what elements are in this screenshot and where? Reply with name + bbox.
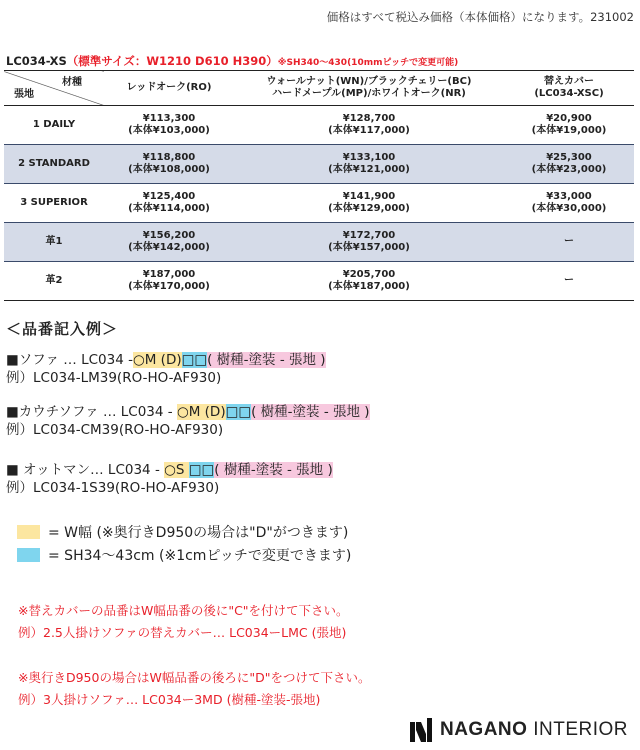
table-header-row [4,71,634,106]
header-wn-bc: ウォールナット(WN)/ブラックチェリー(BC) [266,76,472,87]
table-row [4,145,634,184]
price-cell: ¥133,100 (本体¥121,000) [234,145,504,184]
product-title [6,53,458,69]
header-cover [504,71,634,106]
legend-width: = W幅 (※奥行きD950の場合は"D"がつきます) [17,522,348,542]
price-cell: ¥113,300 (本体¥103,000) [104,106,234,145]
corner-material-label: 材種 [62,77,82,88]
price-cell: ¥141,900 (本体¥129,000) [234,184,504,223]
price-cell: ¥20,900 (本体¥19,000) [504,106,634,145]
grade-cell: 革1 [4,223,104,262]
example-couch-sofa: ■カウチソファ … LC034 - ○M (D)□□( 樹種-塗装 - 張地 ) 例）LC034-CM39(RO-HO-AF930) [6,404,370,438]
header-cover-code: (LC034-XSC) [534,88,604,99]
legend-seat-height: = SH34～43cm (※1cmピッチで変更できます) [17,545,351,565]
nagano-interior-logo [410,718,628,742]
example-ottoman-code: 例）LC034-1S39(RO-HO-AF930) [6,480,220,496]
price-cell: ー [504,223,634,262]
price-cell: ¥125,400 (本体¥114,000) [104,184,234,223]
logo-mark-icon [410,718,432,742]
price-cell: ¥205,700 (本体¥187,000) [234,262,504,301]
example-couch-code: 例）LC034-CM39(RO-HO-AF930) [6,422,224,438]
table-row [4,223,634,262]
price-cell: ¥172,700 (本体¥157,000) [234,223,504,262]
logo-text: NAGANO INTERIOR [439,719,628,740]
header-cover-label: 替えカバー [544,76,594,87]
price-table [4,70,634,301]
price-note: 価格はすべて税込み価格（本体価格）になります。231002 [326,10,634,24]
model-code: LC034-XS [6,54,67,68]
header-red-oak: レッドオーク(RO) [104,71,234,106]
price-cell: ¥25,300 (本体¥23,000) [504,145,634,184]
price-cell: ー [504,262,634,301]
price-cell: ¥187,000 (本体¥170,000) [104,262,234,301]
header-other-woods [234,71,504,106]
corner-cell [4,71,104,106]
table-row [4,184,634,223]
price-cell: ¥118,800 (本体¥108,000) [104,145,234,184]
example-sofa-code: 例）LC034-LM39(RO-HO-AF930) [6,370,222,386]
header-mp-nr: ハードメープル(MP)/ホワイトオーク(NR) [272,88,466,99]
price-cell: ¥128,700 (本体¥117,000) [234,106,504,145]
price-cell: ¥33,000 (本体¥30,000) [504,184,634,223]
example-ottoman: ■ オットマン… LC034 - ○S □□( 樹種-塗装 - 張地 ) 例）LC034-1S39(RO-HO-AF930) [6,462,333,496]
blue-swatch [17,548,40,562]
price-cell: ¥156,200 (本体¥142,000) [104,223,234,262]
cover-note: ※替えカバーの品番はW幅品番の後に"C"を付けて下さい。 例）2.5人掛けソファの替えカバー… LC034ーLMC (張地) [18,603,349,640]
table-row [4,106,634,145]
grade-cell: 3 SUPERIOR [4,184,104,223]
seat-height-note: ※SH340～430(10mmピッチで変更可能) [277,58,459,68]
corner-fabric-label: 張地 [14,89,34,100]
grade-cell: 2 STANDARD [4,145,104,184]
depth-note: ※奥行きD950の場合はW幅品番の後ろに"D"をつけて下さい。 例）3人掛けソファ… LC034ー3MD (樹種-塗装-張地) [18,670,371,707]
section-title: ＜品番記入例＞ [6,320,119,338]
example-sofa: ■ソファ … LC034 -○M (D)□□( 樹種-塗装 - 張地 ) 例）LC034-LM39(RO-HO-AF930) [6,352,326,386]
grade-cell: 1 DAILY [4,106,104,145]
table-row [4,262,634,301]
standard-size: （標準サイズ：W1210 D610 H390） [66,54,278,68]
yellow-swatch [17,525,40,539]
grade-cell: 革2 [4,262,104,301]
